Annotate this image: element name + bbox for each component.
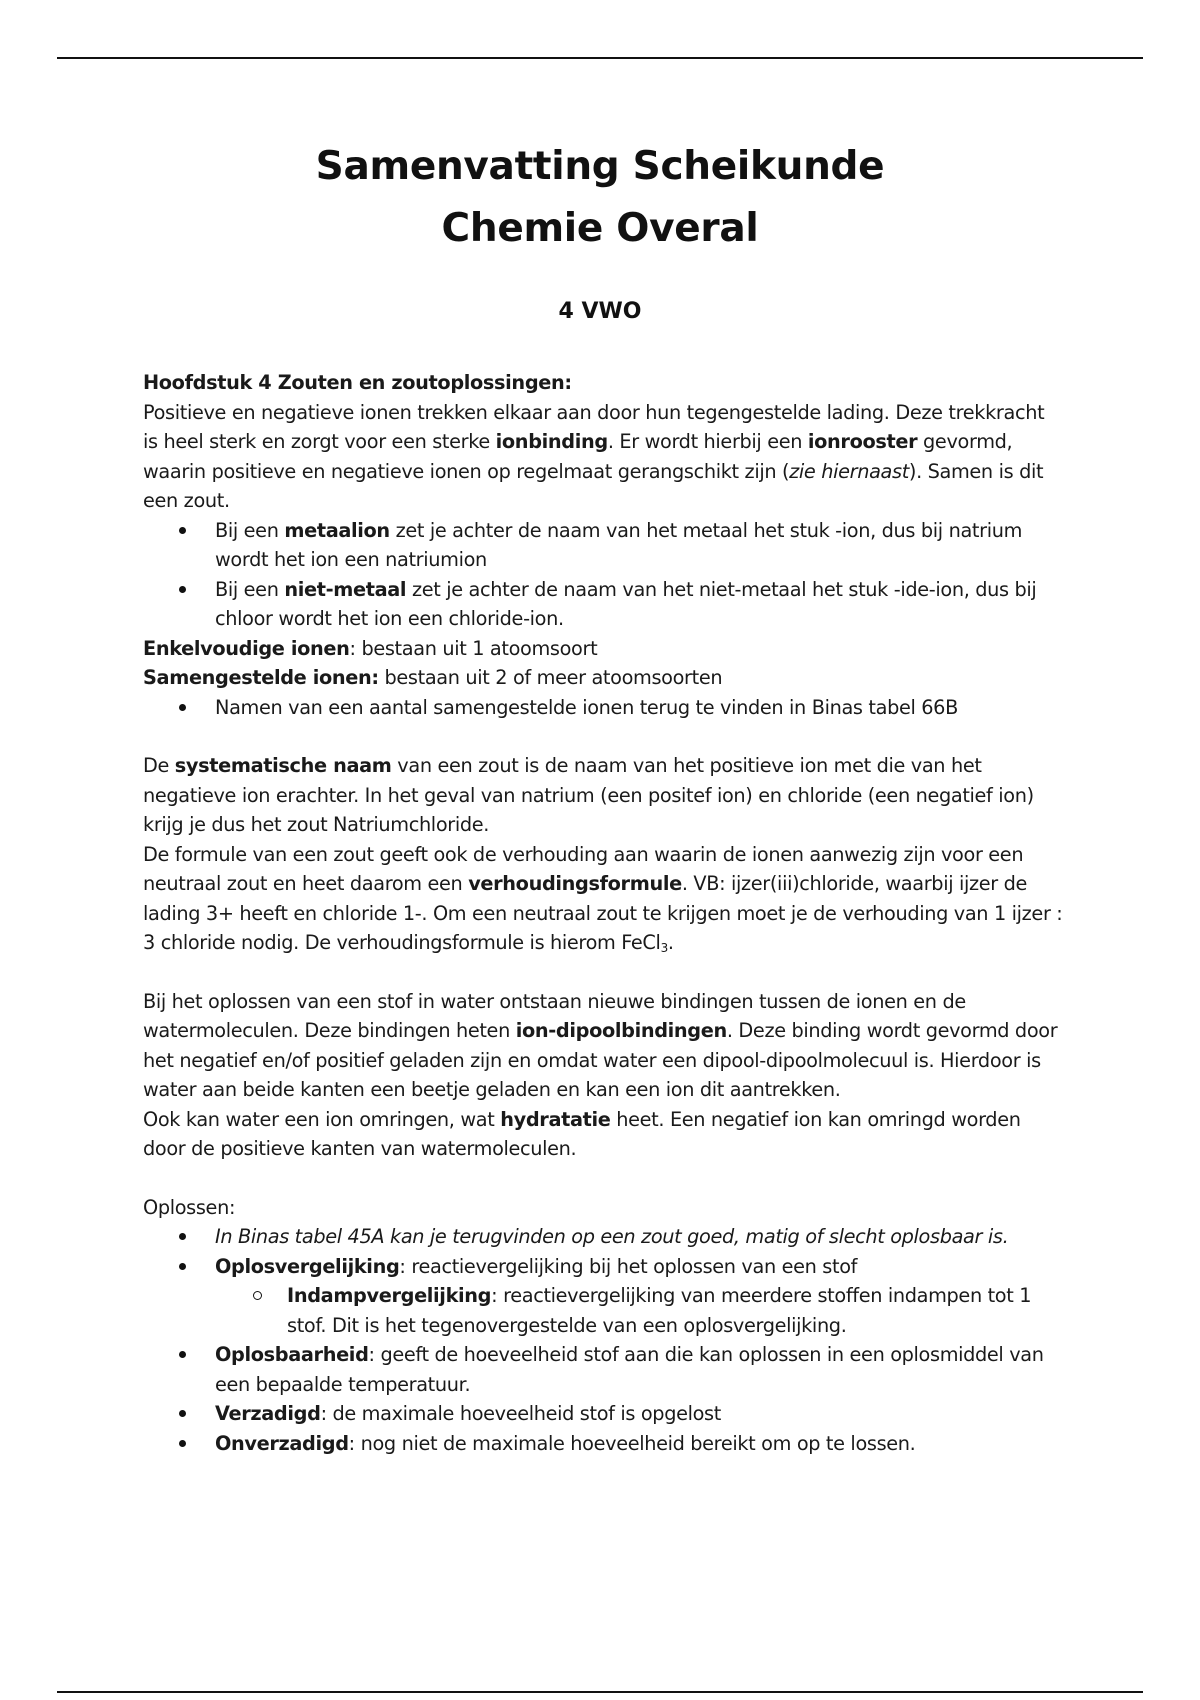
footer-rule: [57, 1691, 1143, 1693]
paragraph-hydratatie: Ook kan water een ion omringen, wat hydratatie heet. Een negatief ion kan omringd worden door de positieve kanten van watermoleculen.: [143, 1107, 1021, 1160]
paragraph-ionbinding: Positieve en negatieve ionen trekken elkaar aan door hun tegengestelde lading. Deze trekkracht is heel sterk en zorgt voor een sterke ionbinding. Er wordt hierbij een ionrooster gevormd, waarin positieve en negatieve ionen op regelmaat gerangschikt zijn (zie hiernaast). Samen is dit een zout.: [143, 400, 1045, 512]
sub-list: [215, 1281, 1063, 1340]
term-ionbinding: ionbinding: [495, 430, 608, 453]
paragraph-ion-dipoolbindingen: Bij het oplossen van een stof in water ontstaan nieuwe bindingen tussen de ionen en de watermoleculen. Deze bindingen heten ion-dipoolbindingen. Deze binding wordt gevormd door het negatief en/of positief geladen zijn en omdat water een dipool-dipoolmolecuul is. Hierdoor is water aan beide kanten een beetje geladen en kan een ion dit aantrekken.: [143, 989, 1058, 1101]
list-item: Oplosvergelijking: reactievergelijking bij het oplossen van een stof Indampvergelijking: reactievergelijking van meerdere stoffen indampen tot 1 stof. Dit is het tegenovergestelde van een oplosvergelijking.: [215, 1252, 1063, 1341]
list-item: Verzadigd: de maximale hoeveelheid stof is opgelost: [215, 1399, 1063, 1429]
paragraph-verhoudingsformule: De formule van een zout geeft ook de verhouding aan waarin de ionen aanwezig zijn voor een neutraal zout en heet daarom een verhoudingsformule. VB: ijzer(iii)chloride, waarbij ijzer de lading 3+ heeft en chloride 1-. Om een neutraal zout te krijgen moet je de verhouding van 1 ijzer : 3 chloride nodig. De verhoudingsformule is hierom FeCl$_3$.: [143, 842, 1063, 955]
ion-naming-list: [143, 516, 1063, 634]
document-subtitle: 4 VWO: [558, 299, 642, 324]
list-item: Bij een niet-metaal zet je achter de naam van het niet-metaal het stuk -ide-ion, dus bij chloor wordt het ion een chloride-ion.: [215, 575, 1063, 634]
definition-samengestelde-ionen: Samengestelde ionen: bestaan uit 2 of meer atoomsoorten: [143, 666, 723, 689]
list-item: Namen van een aantal samengestelde ionen terug te vinden in Binas tabel 66B: [215, 693, 1063, 723]
list-item: Bij een metaalion zet je achter de naam van het metaal het stuk -ion, dus bij natrium wordt het ion een natriumion: [215, 516, 1063, 575]
document-title: Samenvatting Scheikunde: [315, 144, 885, 189]
oplossen-heading: Oplossen:: [143, 1195, 236, 1219]
paragraph-systematische-naam: De systematische naam van een zout is de naam van het positieve ion met die van het negatieve ion erachter. In het geval van natrium (een positef ion) en chloride (een negatief ion) krijg je dus het zout Natriumchloride.: [143, 754, 1034, 836]
list-item: Onverzadigd: nog niet de maximale hoeveelheid bereikt om op te lossen.: [215, 1429, 1063, 1459]
header-rule: [57, 57, 1143, 59]
list-item: In Binas tabel 45A kan je terugvinden op een zout goed, matig of slecht oplosbaar is.: [215, 1222, 1063, 1252]
document-title-line-2: Chemie Overal: [441, 206, 759, 251]
binas-66b-list: [143, 693, 1063, 723]
chapter-heading: Hoofdstuk 4 Zouten en zoutoplossingen:: [143, 371, 572, 394]
document-body: [143, 368, 1063, 1458]
term-ionrooster: ionrooster: [807, 430, 918, 453]
list-item: Indampvergelijking: reactievergelijking van meerdere stoffen indampen tot 1 stof. Dit is het tegenovergestelde van een oplosvergelijking.: [287, 1281, 1063, 1340]
list-item: Oplosbaarheid: geeft de hoeveelheid stof aan die kan oplossen in een oplosmiddel van een bepaalde temperatuur.: [215, 1340, 1063, 1399]
oplossen-list: [143, 1222, 1063, 1458]
definition-enkelvoudige-ionen: Enkelvoudige ionen: bestaan uit 1 atoomsoort: [143, 636, 598, 660]
